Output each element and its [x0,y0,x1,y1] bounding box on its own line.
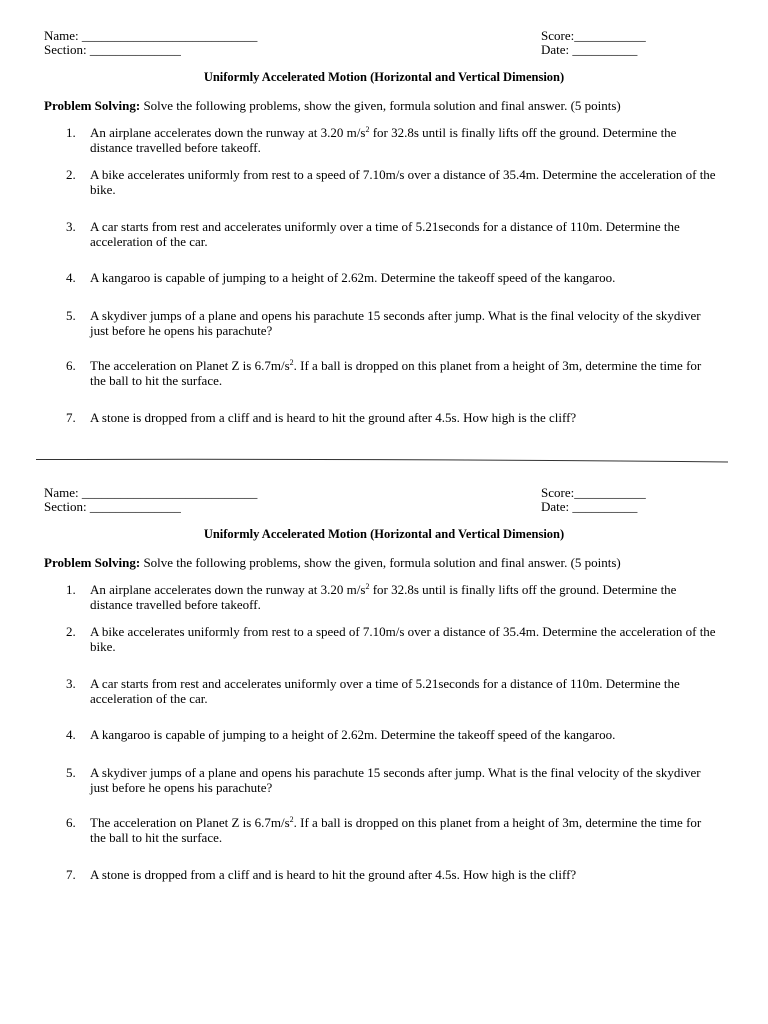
instructions [44,98,744,113]
superscript: 2 [289,358,294,367]
question-text-part: for 32.8s until is finally lifts off the ground. Determine the distance travelled before takeoff. [90,125,677,155]
question-text: A car starts from rest and accelerates uniformly over a time of 5.21seconds for a distance of 110m. Determine the acceleration of the car. [90,676,680,706]
question-text-part: for 32.8s until is finally lifts off the ground. Determine the distance travelled before takeoff. [90,582,677,612]
question-number: 4. [66,270,76,285]
question-text-part: . If a ball is dropped on this planet from a height of 3m, determine the time for the ball to hit the surface. [90,815,702,845]
question-number: 6. [66,358,76,373]
name-field-label: Name: ___________________________ [44,28,258,43]
question-number: 7. [66,867,76,882]
instructions-lead: Problem Solving: [44,555,141,570]
question-number: 6. [66,815,76,830]
header-row-name-score [44,485,724,500]
section-field-label: Section: ______________ [44,42,181,57]
question-text [90,359,716,388]
question-text: A stone is dropped from a cliff and is heard to hit the ground after 4.5s. How high is the cliff? [90,410,577,425]
section-field-label: Section: ______________ [44,499,181,514]
score-field-label: Score:___________ [541,28,646,43]
question-text: A kangaroo is capable of jumping to a height of 2.62m. Determine the takeoff speed of the kangaroo. [90,270,616,285]
question-text: A stone is dropped from a cliff and is heard to hit the ground after 4.5s. How high is the cliff? [90,867,577,882]
question-number: 1. [66,125,76,140]
question-text [90,583,716,612]
question-number: 4. [66,727,76,742]
score-field-label: Score:___________ [541,485,646,500]
header-row-section-date [44,499,724,514]
question-text-part: . If a ball is dropped on this planet from a height of 3m, determine the time for the ball to hit the surface. [90,358,702,388]
question-number: 5. [66,765,76,780]
name-field-label: Name: ___________________________ [44,485,258,500]
instructions-text: Solve the following problems, show the given, formula solution and final answer. (5 points) [140,98,621,113]
question-number: 3. [66,219,76,234]
question-text-part: The acceleration on Planet Z is 6.7m/s [90,815,290,830]
question-text: A car starts from rest and accelerates uniformly over a time of 5.21seconds for a distance of 110m. Determine the acceleration of the car. [90,219,680,249]
question-text [90,126,716,155]
question-number: 5. [66,308,76,323]
instructions [44,555,744,570]
header-row-name-score [44,28,724,43]
worksheet-title: Uniformly Accelerated Motion (Horizontal and Vertical Dimension) [203,527,565,541]
question-number: 7. [66,410,76,425]
question-number: 2. [66,167,76,182]
question-number: 3. [66,676,76,691]
question-text: A bike accelerates uniformly from rest to a speed of 7.10m/s over a distance of 35.4m. Determine the acceleration of the bike. [90,624,716,654]
date-field-label: Date: __________ [541,499,638,514]
question-text-part: An airplane accelerates down the runway at 3.20 m/s [90,125,366,140]
header-row-section-date [44,42,724,57]
date-field-label: Date: __________ [541,42,638,57]
question-text [90,816,716,845]
superscript: 2 [289,815,294,824]
worksheet-title: Uniformly Accelerated Motion (Horizontal and Vertical Dimension) [203,70,565,84]
question-text: A skydiver jumps of a plane and opens his parachute 15 seconds after jump. What is the final velocity of the skydiver just before he opens his parachute? [90,308,701,338]
question-number: 1. [66,582,76,597]
question-number: 2. [66,624,76,639]
superscript: 2 [365,582,370,591]
cut-line-divider [36,458,728,463]
instructions-lead: Problem Solving: [44,98,141,113]
question-text: A bike accelerates uniformly from rest to a speed of 7.10m/s over a distance of 35.4m. Determine the acceleration of the bike. [90,167,716,197]
question-text-part: An airplane accelerates down the runway at 3.20 m/s [90,582,366,597]
question-text: A skydiver jumps of a plane and opens his parachute 15 seconds after jump. What is the final velocity of the skydiver just before he opens his parachute? [90,765,701,795]
question-text: A kangaroo is capable of jumping to a height of 2.62m. Determine the takeoff speed of the kangaroo. [90,727,616,742]
question-text-part: The acceleration on Planet Z is 6.7m/s [90,358,290,373]
superscript: 2 [365,125,370,134]
instructions-text: Solve the following problems, show the given, formula solution and final answer. (5 points) [140,555,621,570]
